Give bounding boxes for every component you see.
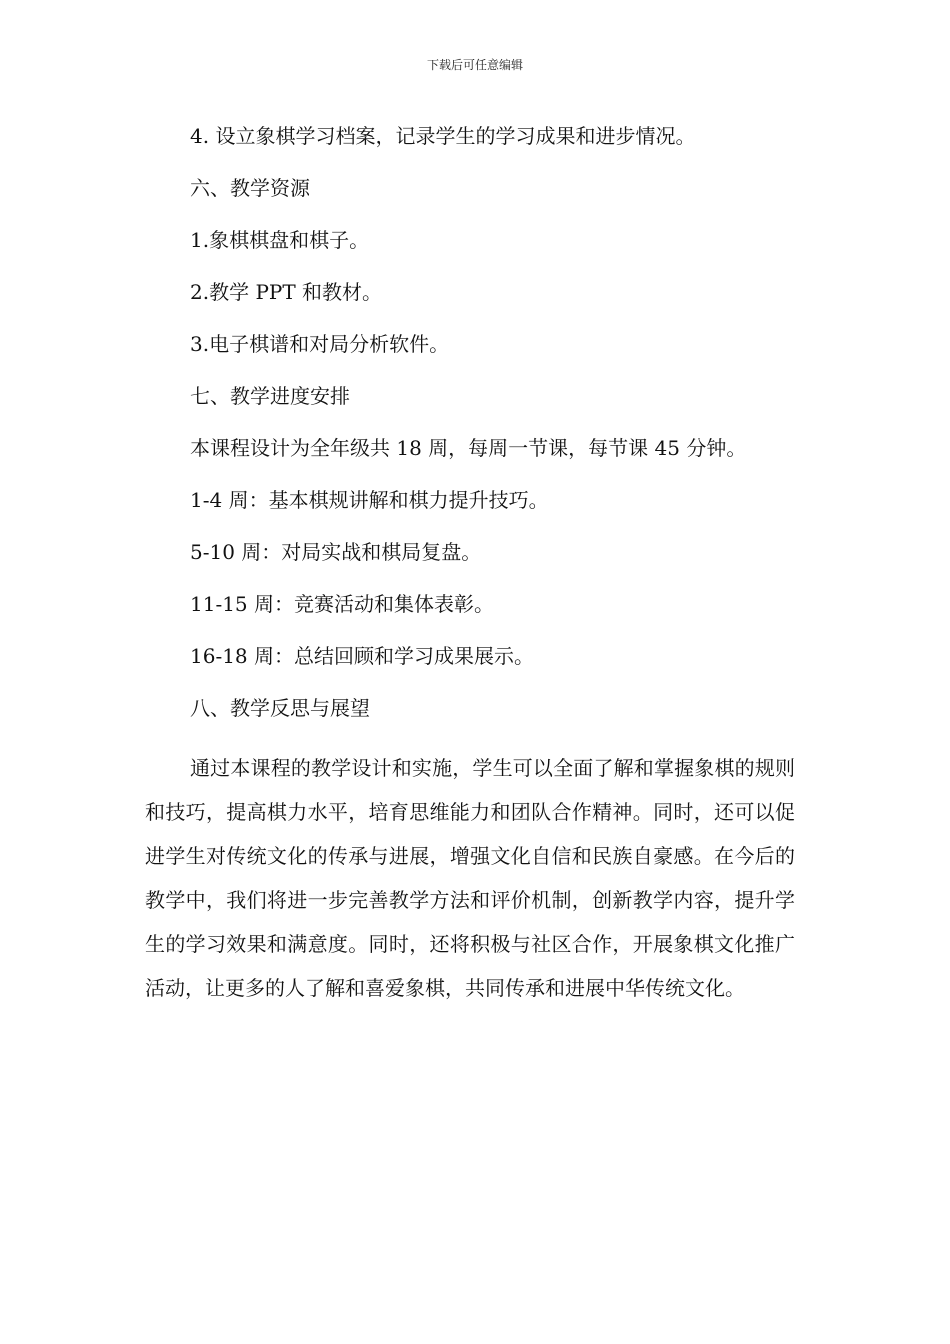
closing-paragraph: 通过本课程的教学设计和实施，学生可以全面了解和掌握象棋的规则和技巧，提高棋力水平，培育思维能力和团队合作精神。同时，还可以促进学生对传统文化的传承与进展，增强文化自信和民族自豪感。在今后的教学中，我们将进一步完善教学方法和评价机制，创新教学内容，提升学生的学习效果和满意度。同时，还将积极与社区合作，开展象棋文化推广活动，让更多的人了解和喜爱象棋，共同传承和进展中华传统文化。 [145,756,795,1000]
schedule-item-weeks-5-10: 5-10 周：对局实战和棋局复盘。 [190,540,482,564]
schedule-item-weeks-16-18: 16-18 周：总结回顾和学习成果展示。 [190,644,535,668]
schedule-summary: 本课程设计为全年级共 18 周，每周一节课，每节课 45 分钟。 [190,436,747,460]
resource-item-ppt: 2.教学 PPT 和教材。 [190,280,383,304]
section-heading-schedule: 七、教学进度安排 [190,384,350,408]
resource-item-board: 1.象棋棋盘和棋子。 [190,228,370,252]
list-item-archive: 4. 设立象棋学习档案，记录学生的学习成果和进步情况。 [190,124,696,148]
section-heading-reflection: 八、教学反思与展望 [190,696,370,720]
document-body [145,110,795,1010]
page-header: 下载后可任意编辑 [426,58,523,72]
section-heading-resources: 六、教学资源 [190,176,310,200]
schedule-item-weeks-1-4: 1-4 周：基本棋规讲解和棋力提升技巧。 [190,488,549,512]
resource-item-software: 3.电子棋谱和对局分析软件。 [190,332,450,356]
schedule-item-weeks-11-15: 11-15 周：竞赛活动和集体表彰。 [190,592,495,616]
